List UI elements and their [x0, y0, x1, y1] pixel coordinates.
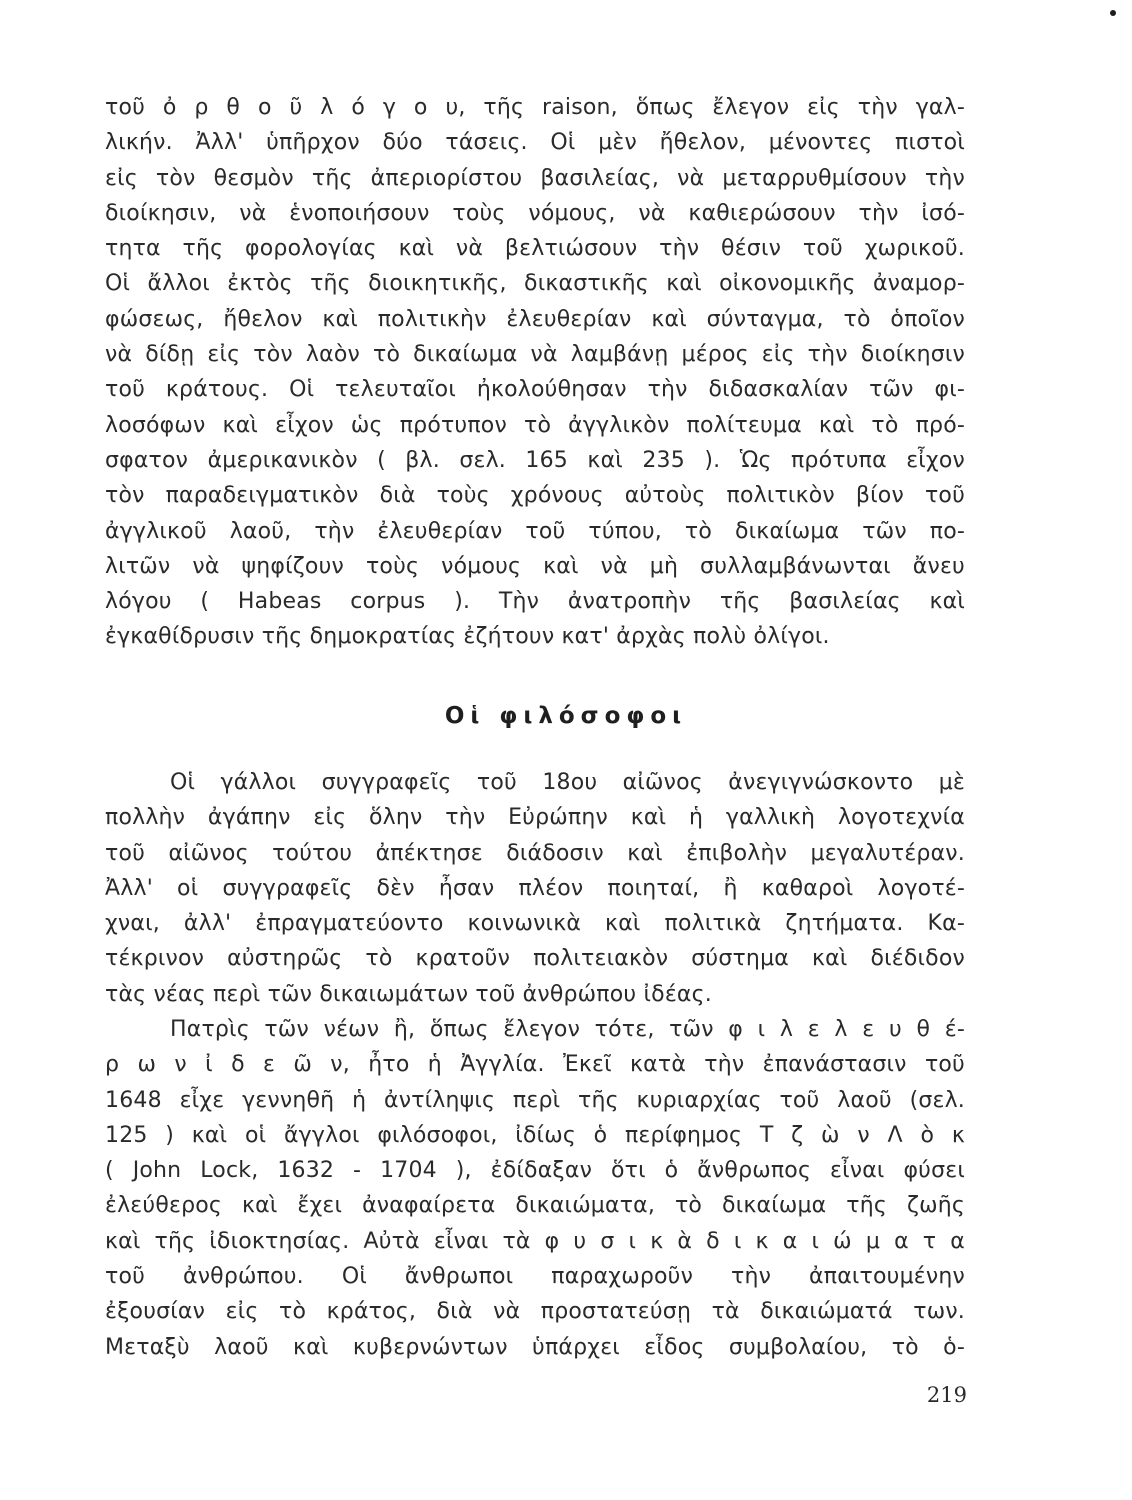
ink-dot: [1110, 10, 1116, 16]
text-line: τοῦ ὀ ρ θ ο ῦ λ ό γ ο υ, τῆς raison, ὅπως ἔλεγον εἰς τὴν γαλ-: [105, 95, 965, 120]
text-line: χναι, ἀλλ' ἐπραγματεύοντο κοινωνικὰ καὶ πολιτικὰ ζητήματα. Κα-: [105, 911, 965, 937]
text-line: ἐξουσίαν εἰς τὸ κράτος, διὰ νὰ προστατεύσῃ τὰ δικαιώματά των.: [105, 1299, 965, 1325]
text-line: Οἱ ἄλλοι ἐκτὸς τῆς διοικητικῆς, δικαστικῆς καὶ οἰκονομικῆς ἀναμορ-: [105, 271, 965, 297]
text-line: ἐλεύθερος καὶ ἔχει ἀναφαίρετα δικαιώματα, τὸ δικαίωμα τῆς ζωῆς: [105, 1193, 965, 1219]
text-line: τὸν παραδειγματικὸν διὰ τοὺς χρόνους αὐτοὺς πολιτικὸν βίον τοῦ: [105, 483, 965, 509]
text-line: πολλὴν ἀγάπην εἰς ὅλην τὴν Εὐρώπην καὶ ἡ γαλλικὴ λογοτεχνία: [105, 805, 965, 831]
text-line: τοῦ ἀνθρώπου. Οἱ ἄνθρωποι παραχωροῦν τὴν ἀπαιτουμένην: [105, 1264, 965, 1290]
text-line: Πατρὶς τῶν νέων ἢ, ὅπως ἔλεγον τότε, τῶν φ ι λ ε λ ε υ θ έ-: [170, 1017, 965, 1042]
paragraph-2: [105, 765, 965, 1012]
text-line: Ἀλλ' οἱ συγγραφεῖς δὲν ἦσαν πλέον ποιηταί, ἢ καθαροὶ λογοτέ-: [105, 875, 965, 901]
text-line: τοῦ κράτους. Οἱ τελευταῖοι ἠκολούθησαν τὴν διδασκαλίαν τῶν φι-: [105, 377, 965, 403]
text-line: διοίκησιν, νὰ ἑνοποιήσουν τοὺς νόμους, νὰ καθιερώσουν τὴν ἰσό-: [105, 200, 965, 226]
paragraph-1: [105, 90, 965, 655]
section-heading: Οἱ φιλόσοφοι: [444, 703, 688, 729]
text-line: φώσεως, ἤθελον καὶ πολιτικὴν ἐλευθερίαν καὶ σύνταγμα, τὸ ὁποῖον: [105, 306, 965, 332]
text-line: τητα τῆς φορολογίας καὶ νὰ βελτιώσουν τὴν θέσιν τοῦ χωρικοῦ.: [105, 236, 965, 262]
page-number: 219: [926, 1383, 967, 1407]
text-line: τοῦ αἰῶνος τούτου ἀπέκτησε διάδοσιν καὶ ἐπιβολὴν μεγαλυτέραν.: [105, 840, 965, 866]
text-line: σφατον ἀμερικανικὸν ( βλ. σελ. 165 καὶ 235 ). Ὡς πρότυπα εἶχον: [105, 447, 965, 473]
text-line: καὶ τῆς ἰδιοκτησίας. Αὐτὰ εἶναι τὰ φ υ σ ι κ ὰ δ ι κ α ι ώ μ α τ α: [105, 1228, 965, 1254]
text-line: νὰ δίδῃ εἰς τὸν λαὸν τὸ δικαίωμα νὰ λαμβάνῃ μέρος εἰς τὴν διοίκησιν: [105, 342, 965, 368]
text-line: εἰς τὸν θεσμὸν τῆς ἀπεριορίστου βασιλείας, νὰ μεταρρυθμίσουν τὴν: [105, 165, 965, 191]
text-line: λόγου ( Habeas corpus ). Τὴν ἀνατροπὴν τῆς βασιλείας καὶ: [105, 589, 965, 615]
text-line: λικήν. Ἀλλ' ὑπῆρχον δύο τάσεις. Οἱ μὲν ἤθελον, μένοντες πιστοὶ: [105, 130, 965, 156]
text-line: τὰς νέας περὶ τῶν δικαιωμάτων τοῦ ἀνθρώπου ἰδέας.: [105, 981, 712, 1007]
text-line: Μεταξὺ λαοῦ καὶ κυβερνώντων ὑπάρχει εἶδος συμβολαίου, τὸ ὁ-: [105, 1334, 965, 1360]
text-line: ἐγκαθίδρυσιν τῆς δημοκρατίας ἐζήτουν κατ' ἀρχὰς πολὺ ὀλίγοι.: [105, 624, 830, 650]
text-line: λοσόφων καὶ εἶχον ὡς πρότυπον τὸ ἀγγλικὸν πολίτευμα καὶ τὸ πρό-: [105, 412, 965, 438]
text-line: 125 ) καὶ οἱ ἄγγλοι φιλόσοφοι, ἰδίως ὁ περίφημος Τ ζ ὼ ν Λ ὸ κ: [105, 1122, 965, 1148]
text-line: 1648 εἶχε γεννηθῆ ἡ ἀντίληψις περὶ τῆς κυριαρχίας τοῦ λαοῦ (σελ.: [105, 1087, 965, 1113]
paragraph-3: [105, 1012, 965, 1365]
text-line: Οἱ γάλλοι συγγραφεῖς τοῦ 18ου αἰῶνος ἀνεγιγνώσκοντο μὲ: [170, 770, 965, 795]
text-line: ἀγγλικοῦ λαοῦ, τὴν ἐλευθερίαν τοῦ τύπου, τὸ δικαίωμα τῶν πο-: [105, 518, 965, 544]
text-line: λιτῶν νὰ ψηφίζουν τοὺς νόμους καὶ νὰ μὴ συλλαμβάνωνται ἄνευ: [105, 553, 965, 579]
text-line: ρ ω ν ἰ δ ε ῶ ν, ἦτο ἡ Ἀγγλία. Ἐκεῖ κατὰ τὴν ἐπανάστασιν τοῦ: [105, 1052, 965, 1078]
text-line: τέκρινον αὐστηρῶς τὸ κρατοῦν πολιτειακὸν σύστημα καὶ διέδιδον: [105, 946, 965, 972]
text-line: ( John Lock, 1632 - 1704 ), ἐδίδαξαν ὅτι ὁ ἄνθρωπος εἶναι φύσει: [105, 1158, 965, 1184]
